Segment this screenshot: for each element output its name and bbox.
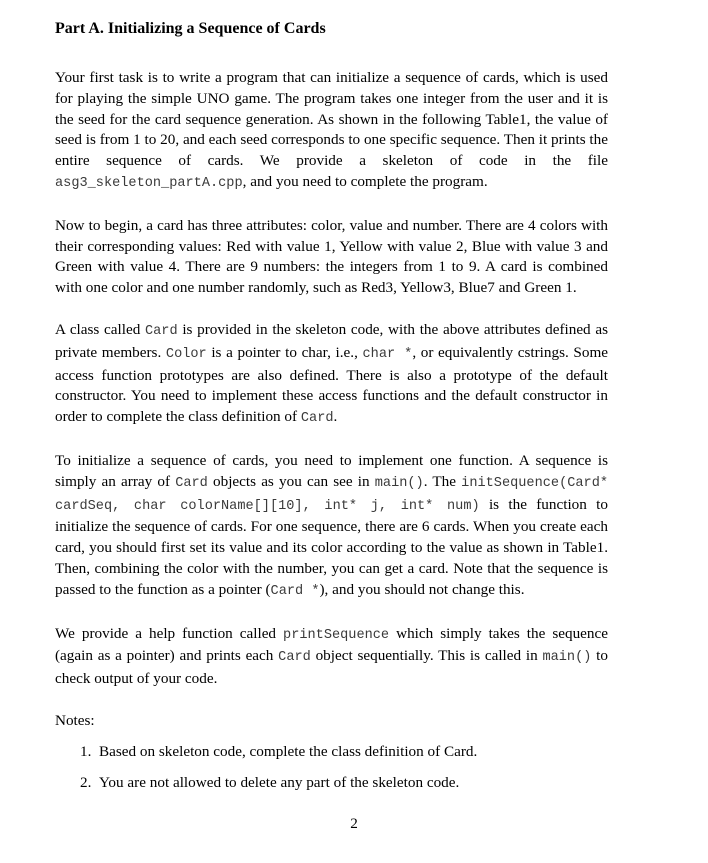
page-number: 2 [350, 815, 358, 832]
notes-label: Notes: [55, 711, 95, 729]
code-main: main() [542, 650, 592, 666]
note-text: Based on skeleton code, complete the class definition of Card. [98, 742, 478, 760]
text-run: A class called [55, 320, 145, 338]
code-main: main() [374, 475, 424, 491]
code-card: Card [144, 323, 178, 339]
note-number: 1. [80, 742, 92, 760]
code-card: Card [175, 475, 208, 491]
text-run: ), and you should not change this. [319, 580, 525, 598]
code-print-sequence: printSequence [283, 627, 390, 643]
note-item [80, 742, 608, 763]
text-run: , or equivalently cstrings. Some access function prototypes are also defined. There is also a prototype of the default constructor. You need to implement these access functions and the default constructor in order to complete the class definition of [55, 343, 608, 426]
code-card: Card [278, 650, 311, 666]
text-run: To initialize a sequence of cards, you need to implement one function. A sequence is simply an array of [55, 451, 608, 490]
text-run: Your first task is to write a program that can initialize a sequence of cards, which is used for playing the simple UNO game. The program takes one integer from the user and it is the seed for the card sequence generation. As shown in the following Table1, the value of seed is from 1 to 20, and each seed corresponds to one specific sequence. Then it prints the entire sequence of cards. We provide a skeleton of code in the file [55, 69, 608, 170]
text-run: We provide a help function called [55, 624, 284, 642]
text-run: , and you need to complete the program. [242, 172, 488, 190]
paragraph-print-sequence [55, 624, 608, 690]
notes-list [55, 742, 608, 794]
paragraph-card-class [55, 320, 608, 430]
code-char-pointer: char * [362, 346, 413, 362]
text-run: . The [423, 472, 462, 490]
text-run: is the function to initialize the sequence of cards. For one sequence, there are 6 cards. When you create each card, you should first set its value and its color according to the value as shown in Table1. Then, combining the color with the number, you can get a card. Note that the sequence is passed to the function as a pointer ( [55, 495, 608, 598]
text-run: which simply takes the sequence (again as a pointer) and prints each [55, 624, 608, 665]
code-filename: asg3_skeleton_partA.cpp [55, 175, 243, 191]
text-run: objects as you can see in [207, 472, 375, 490]
paragraph-intro [55, 68, 608, 195]
note-item [80, 773, 608, 794]
text-run: is a pointer to char, i.e., [206, 343, 363, 361]
code-card-pointer: Card * [270, 583, 320, 599]
code-color: Color [165, 346, 207, 362]
document-page [55, 18, 608, 803]
paragraph-init-sequence [55, 451, 608, 603]
note-text: You are not allowed to delete any part of the skeleton code. [98, 773, 460, 791]
text-run: object sequentially. This is called in [310, 647, 543, 665]
section-heading: Part A. Initializing a Sequence of Cards [55, 20, 326, 37]
note-number: 2. [80, 773, 92, 791]
code-init-sequence-signature: initSequence(Card* cardSeq, char colorName[][10], int* j, int* num) [55, 475, 609, 514]
text-run: Now to begin, a card has three attributes: color, value and number. There are 4 colors with their corresponding values: Red with value 1, Yellow with value 2, Blue with value 3 and Green with value 4. There are 9 numbers: the integers from 1 to 9. A card is combined with one color and one number randomly, such as Red3, Yellow3, Blue7 and Green 1. [55, 216, 608, 297]
code-card: Card [300, 411, 334, 427]
text-run: . [333, 408, 338, 426]
paragraph-card-attributes [55, 216, 608, 299]
text-run: is provided in the skeleton code, with the above attributes defined as private members. [55, 320, 608, 361]
text-run: to check output of your code. [55, 647, 608, 688]
